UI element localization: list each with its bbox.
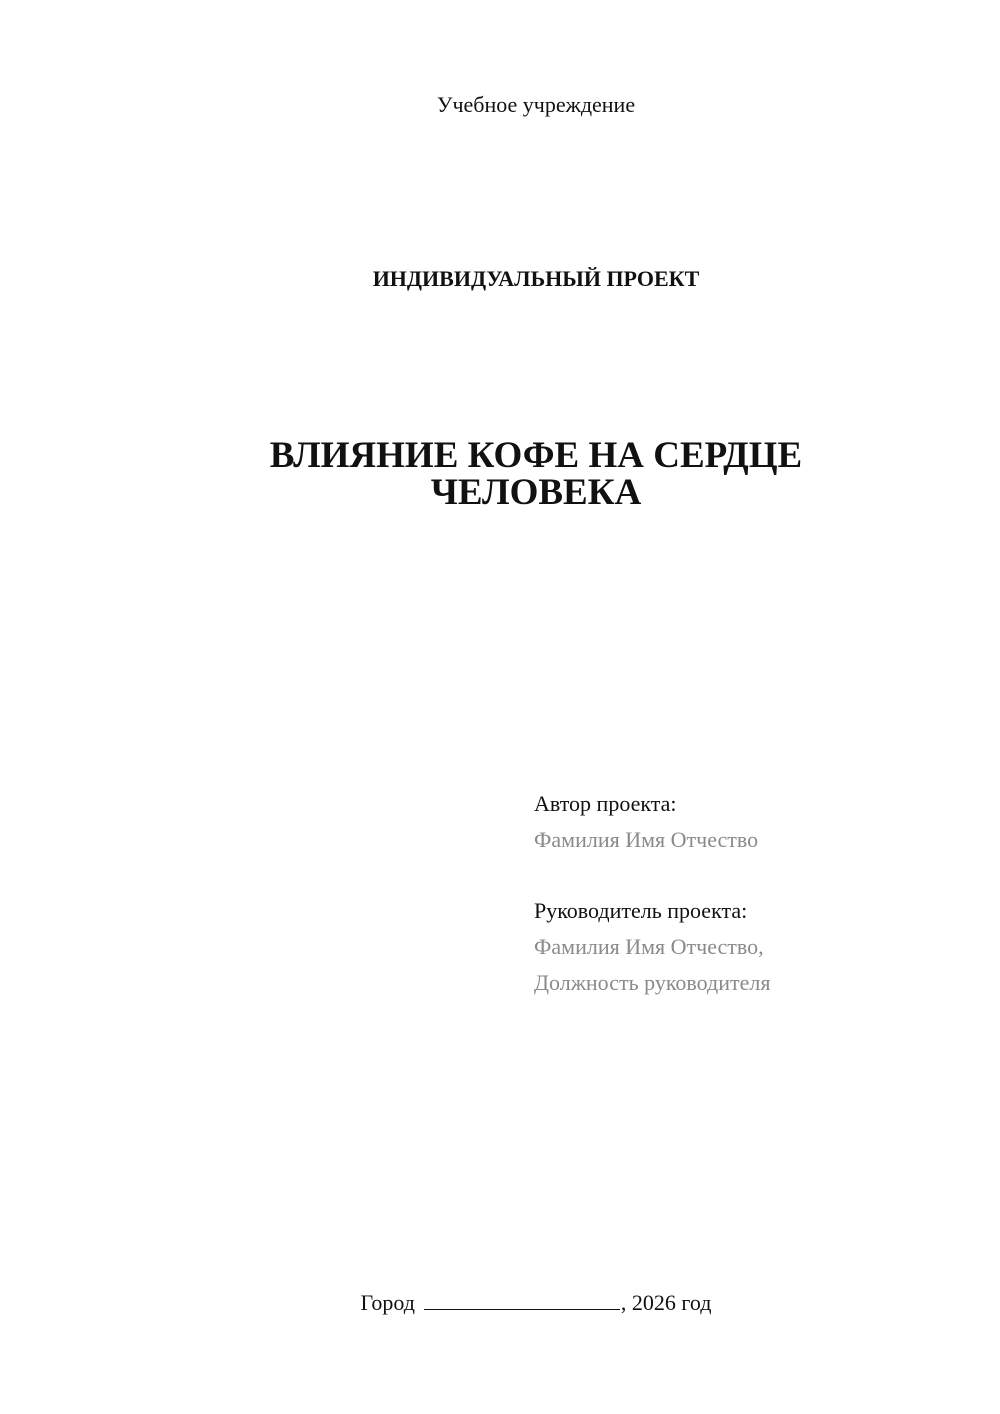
author-block (534, 786, 758, 858)
project-title-line-1: ВЛИЯНИЕ КОФЕ НА СЕРДЦЕ (269, 435, 803, 476)
city-blank-line (424, 1289, 620, 1310)
author-name-placeholder: Фамилия Имя Отчество (534, 827, 759, 852)
supervisor-position-placeholder: Должность руководителя (534, 970, 771, 995)
institution-name: Учебное учреждение (436, 92, 636, 117)
supervisor-name-placeholder: Фамилия Имя Отчество, (534, 934, 764, 959)
city-year-line (0, 1289, 1000, 1316)
supervisor-label: Руководитель проекта: (534, 898, 748, 923)
city-label: Город (360, 1290, 415, 1315)
author-label: Автор проекта: (534, 791, 677, 816)
project-type-heading: ИНДИВИДУАЛЬНЫЙ ПРОЕКТ (372, 266, 700, 291)
year-text: , 2026 год (620, 1290, 712, 1315)
project-title-line-2: ЧЕЛОВЕКА (430, 472, 642, 513)
project-title (0, 437, 1000, 511)
supervisor-block (534, 893, 770, 1001)
